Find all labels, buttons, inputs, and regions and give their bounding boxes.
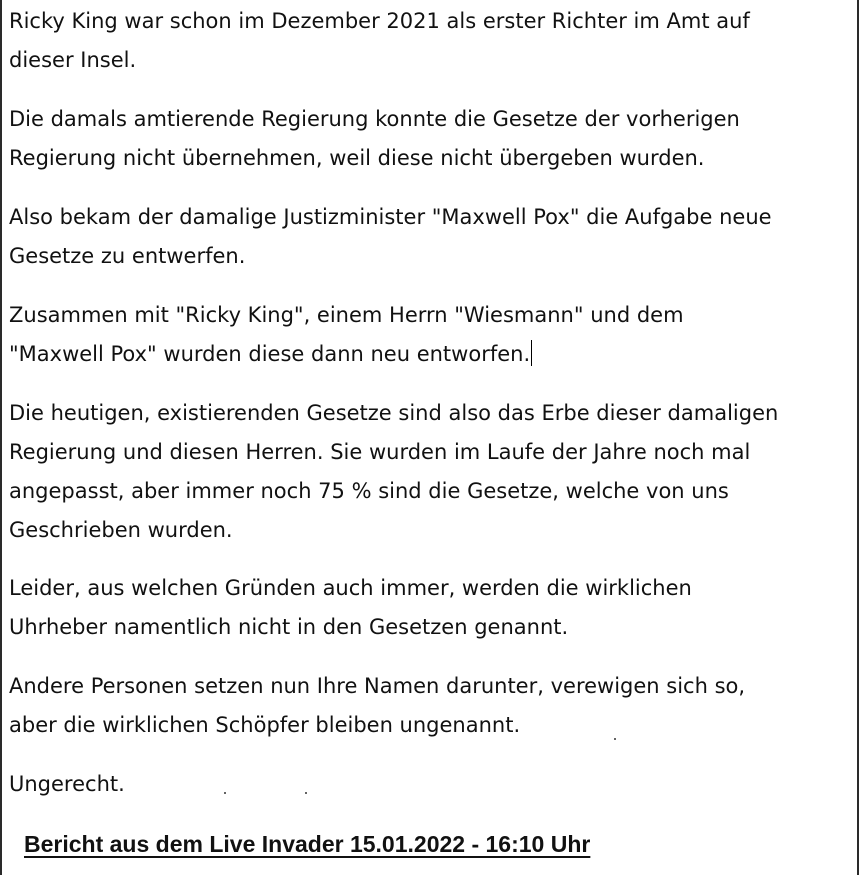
text-line: Regierung nicht übernehmen, weil diese nicht übergeben wurden.: [9, 146, 705, 170]
paragraph-1: [9, 2, 849, 80]
text-line: angepasst, aber immer noch 75 % sind die Gesetze, welche von uns: [9, 479, 729, 503]
text-line: aber die wirklichen Schöpfer bleiben ungenannt.: [9, 713, 521, 737]
speck-mark: [224, 792, 226, 794]
text-line: Ricky King war schon im Dezember 2021 als erster Richter im Amt auf: [9, 9, 750, 33]
text-line: Ungerecht.: [9, 772, 125, 796]
speck-mark: [305, 792, 307, 794]
paragraph-2: [9, 100, 849, 178]
text-line: Die heutigen, existierenden Gesetze sind also das Erbe dieser damaligen: [9, 401, 779, 425]
paragraph-8: [9, 765, 849, 804]
text-line: Leider, aus welchen Gründen auch immer, werden die wirklichen: [9, 576, 692, 600]
text-line: dieser Insel.: [9, 48, 137, 72]
text-line: Die damals amtierende Regierung konnte die Gesetze der vorherigen: [9, 107, 740, 131]
text-line-with-caret[interactable]: [9, 335, 849, 374]
text-cursor: [531, 340, 532, 366]
text-line: Geschrieben wurden.: [9, 518, 233, 542]
paragraph-3: [9, 198, 849, 276]
text-line: Uhrheber namentlich nicht in den Gesetzen genannt.: [9, 615, 569, 639]
paragraph-7: [9, 667, 849, 745]
paragraph-4: [9, 296, 849, 374]
text-line: Andere Personen setzen nun Ihre Namen darunter, verewigen sich so,: [9, 674, 746, 698]
paragraph-6: [9, 569, 849, 647]
text-line: Zusammen mit "Ricky King", einem Herrn "Wiesmann" und dem: [9, 303, 684, 327]
paragraph-5: [9, 394, 849, 550]
text-line: Regierung und diesen Herren. Sie wurden im Laufe der Jahre noch mal: [9, 440, 751, 464]
text-line: "Maxwell Pox" wurden diese dann neu entworfen.: [9, 342, 531, 366]
text-line: Also bekam der damalige Justizminister "Maxwell Pox" die Aufgabe neue: [9, 205, 772, 229]
speck-mark: [614, 738, 616, 740]
text-line: Gesetze zu entwerfen.: [9, 244, 246, 268]
report-footer: Bericht aus dem Live Invader 15.01.2022 - 16:10 Uhr: [24, 831, 591, 857]
